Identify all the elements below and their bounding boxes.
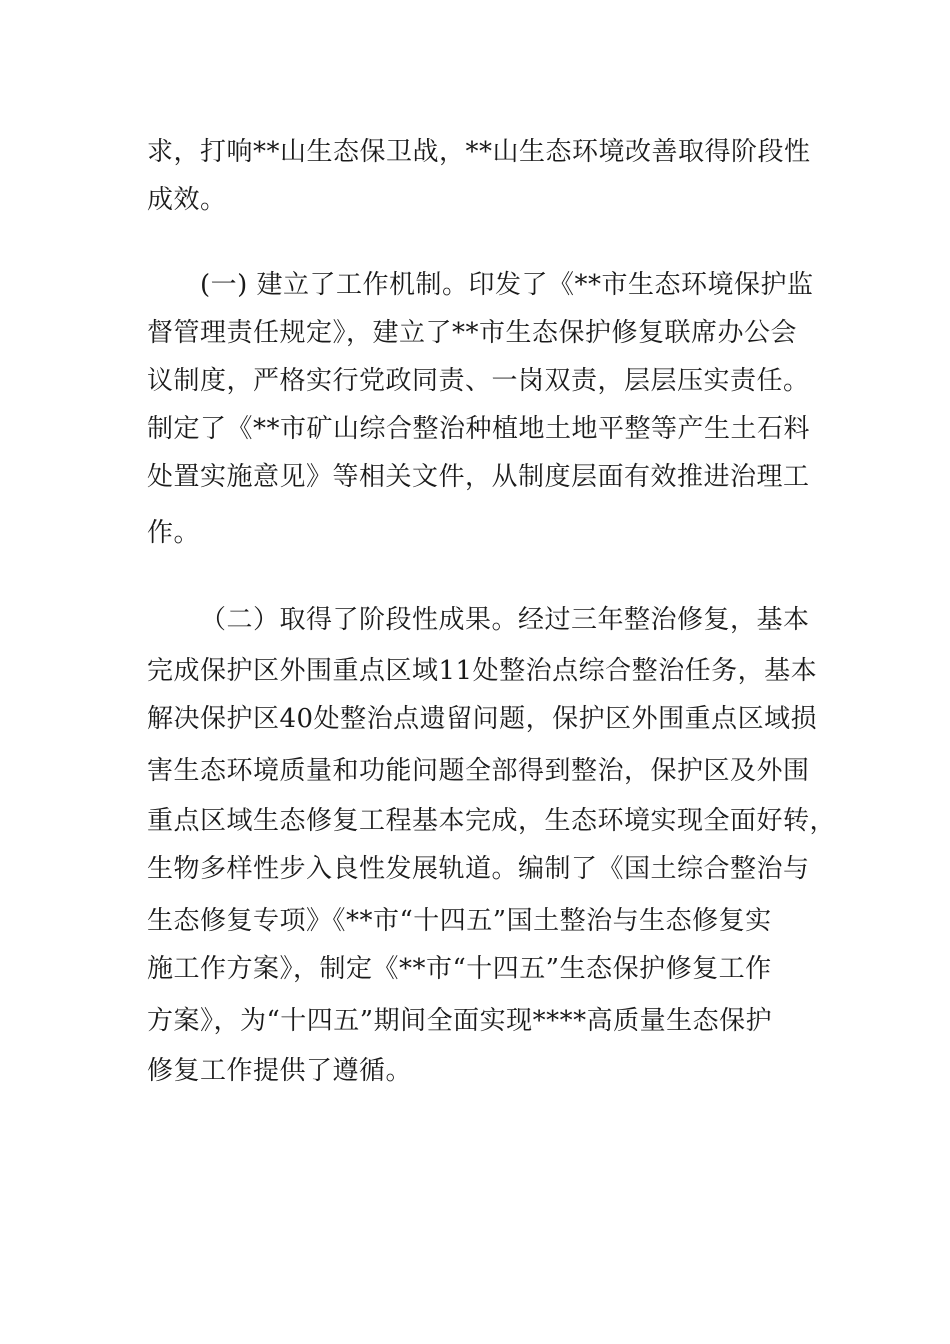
- paragraph-1-line-2: 成效。: [147, 185, 227, 215]
- paragraph-3-line-7: 生态修复专项》《**市“十四五”国土整治与生态修复实: [147, 906, 772, 936]
- paragraph-3-line-1: （二）取得了阶段性成果。经过三年整治修复，基本: [200, 605, 810, 635]
- paragraph-2-line-3: 议制度，严格实行党政同责、一岗双责，层层压实责任。: [147, 366, 810, 396]
- paragraph-3-line-9: 方案》，为“十四五”期间全面实现****高质量生态保护: [147, 1006, 773, 1036]
- paragraph-3-line-3: 解决保护区40处整治点遗留问题，保护区外围重点区域损: [147, 704, 818, 734]
- paragraph-3-line-6: 生物多样性步入良性发展轨道。编制了《国土综合整治与: [147, 854, 810, 884]
- paragraph-2-line-1: (一) 建立了工作机制。印发了《**市生态环境保护监: [200, 270, 814, 300]
- paragraph-3-line-2: 完成保护区外围重点区域11处整治点综合整治任务，基本: [147, 656, 818, 686]
- paragraph-3-line-10: 修复工作提供了遵循。: [147, 1056, 413, 1086]
- paragraph-3-line-4: 害生态环境质量和功能问题全部得到整治，保护区及外围: [147, 756, 810, 786]
- paragraph-1-line-1: 求，打响**山生态保卫战，**山生态环境改善取得阶段性: [147, 137, 811, 167]
- paragraph-2-line-4: 制定了《**市矿山综合整治种植地土地平整等产生土石料: [147, 414, 811, 444]
- paragraph-2-line-5: 处置实施意见》等相关文件，从制度层面有效推进治理工: [147, 462, 810, 492]
- paragraph-2-line-2: 督管理责任规定》，建立了**市生态保护修复联席办公会: [147, 318, 798, 348]
- paragraph-2-line-6: 作。: [147, 518, 201, 548]
- paragraph-3-line-5: 重点区域生态修复工程基本完成，生态环境实现全面好转，: [147, 806, 837, 836]
- paragraph-3-line-8: 施工作方案》，制定《**市“十四五”生态保护修复工作: [147, 954, 772, 984]
